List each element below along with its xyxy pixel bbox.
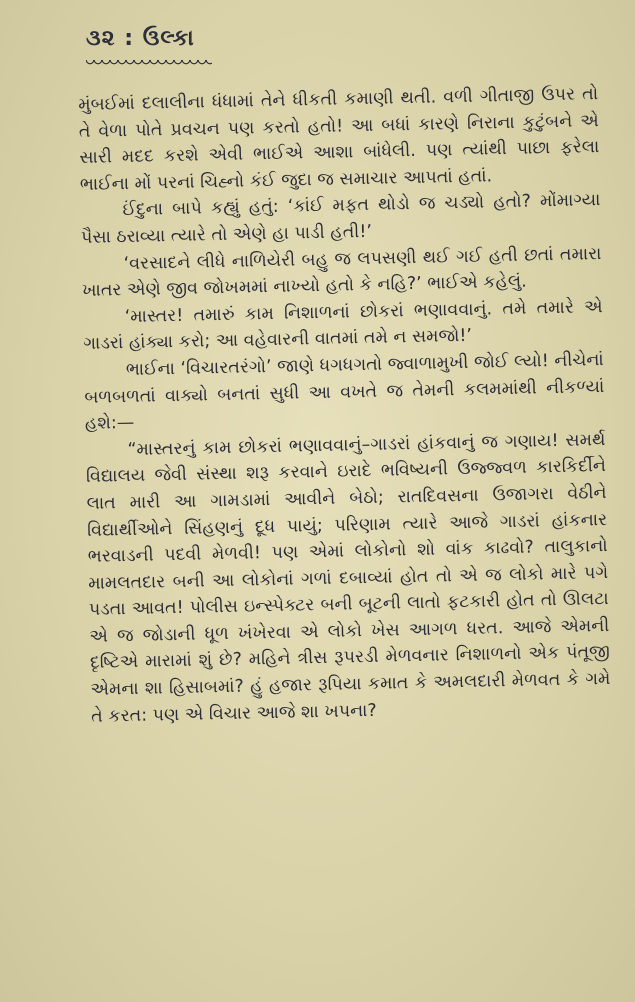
running-title: ઉલ્કા (142, 26, 195, 51)
header-wavy-rule (86, 60, 212, 66)
header-separator: : (124, 26, 135, 51)
paragraph: “માસ્તરનું કામ છોકરાં ભણાવવાનું–ગાડરાં હાંકવાનું જ ગણાય! સમર્થ વિદ્યાલય જેવી સંસ્થા શરૂ કરવાને ઇરાદે ભવિષ્યની ઉજ્જ્વળ કારકિર્દીને લાત મારી આ ગામડામાં આવીને બેઠો; રાતદિવસના ઉજાગરા વેઠીને વિદ્યાર્થીઓને સિંહણનું દૂધ પાયું; પરિણામ ત્યારે આજે ગાડરાં હાંકનાર ભરવાડની પદવી મેળવી! પણ એમાં લોકોનો શો વાંક કાઢવો? તાલુકાનો મામલતદાર બની આ લોકોનાં ગળાં દબાવ્યાં હોત તો એ જ લોકો મારે પગે પડતા આવત! પોલીસ ઇન્સ્પેક્ટર બની બૂટની લાતો ફટકારી હોત તો ઊલટા એ જ જોડાની ધૂળ ખંખેરવા એ લોકો ખેસ આગળ ધરત. આજે એમની દૃષ્ટિએ મારામાં શું છે? મહિને ત્રીસ રૂપરડી મેળવનાર નિશાળનો એક પંતૂજી એમના શા હિસાબમાં? હું હજાર રૂપિયા કમાત કે અમલદારી મેળવત કે ગમે તે કરત: પણ એ વિચાર આજે શા ખપના? (85, 429, 611, 727)
body-text (78, 81, 611, 730)
page-header (86, 26, 195, 51)
paragraph: મુંબઈમાં દલાલીના ધંધામાં તેને ધીકતી કમાણી થતી. વળી ગીતાજી ઉપર તો તે વેળા પોતે પ્રવચન પણ કરતો હતો! આ બધાં કારણે નિરાના કુટુંબને એ સારી મદદ કરશે એવી ભાઈએ આશા બાંધેલી. પણ ત્યાંથી પાછા ફરેલા ભાઈના મોં પરનાં ચિહ્નો કંઈ જુદા જ સમાચાર આપતાં હતાં. (78, 84, 600, 195)
page-number: ૩૨ (86, 26, 116, 51)
paragraph: ભાઈના ‘વિચારતરંગો’ જાણે ધગધગતો જ્વાળામુખી જોઈ લ્યો! નીચેનાં બળબળતાં વાક્યો બનતાં સુધી આ વખતે જ તેમની કલમમાંથી નીકળ્યાં હશે:— (84, 349, 605, 435)
paragraph: ‘વરસાદને લીધે નાળિયેરી બહુ જ લપસણી થઈ ગઈ હતી છતાં તમારા ખાતર એણે જીવ જોખમમાં નાખ્યો હતો કે નહિ?’ ભાઈએ કહેલું. (81, 243, 602, 302)
paragraph: ઈંદુના બાપે કહ્યું હતું: ‘કાંઈ મફત થોડો જ ચડ્યો હતો? મોંમાગ્યા પૈસા ઠરાવ્યા ત્યારે તો એણે હા પાડી હતી!’ (80, 190, 601, 248)
paragraph: ‘માસ્તર! તમારું કામ નિશાળનાં છોકરાં ભણાવવાનું. તમે તમારે એ ગાડરાં હાંક્યા કરો; આ વહેવારની વાતમાં તમે ન સમજો!’ (83, 296, 603, 355)
